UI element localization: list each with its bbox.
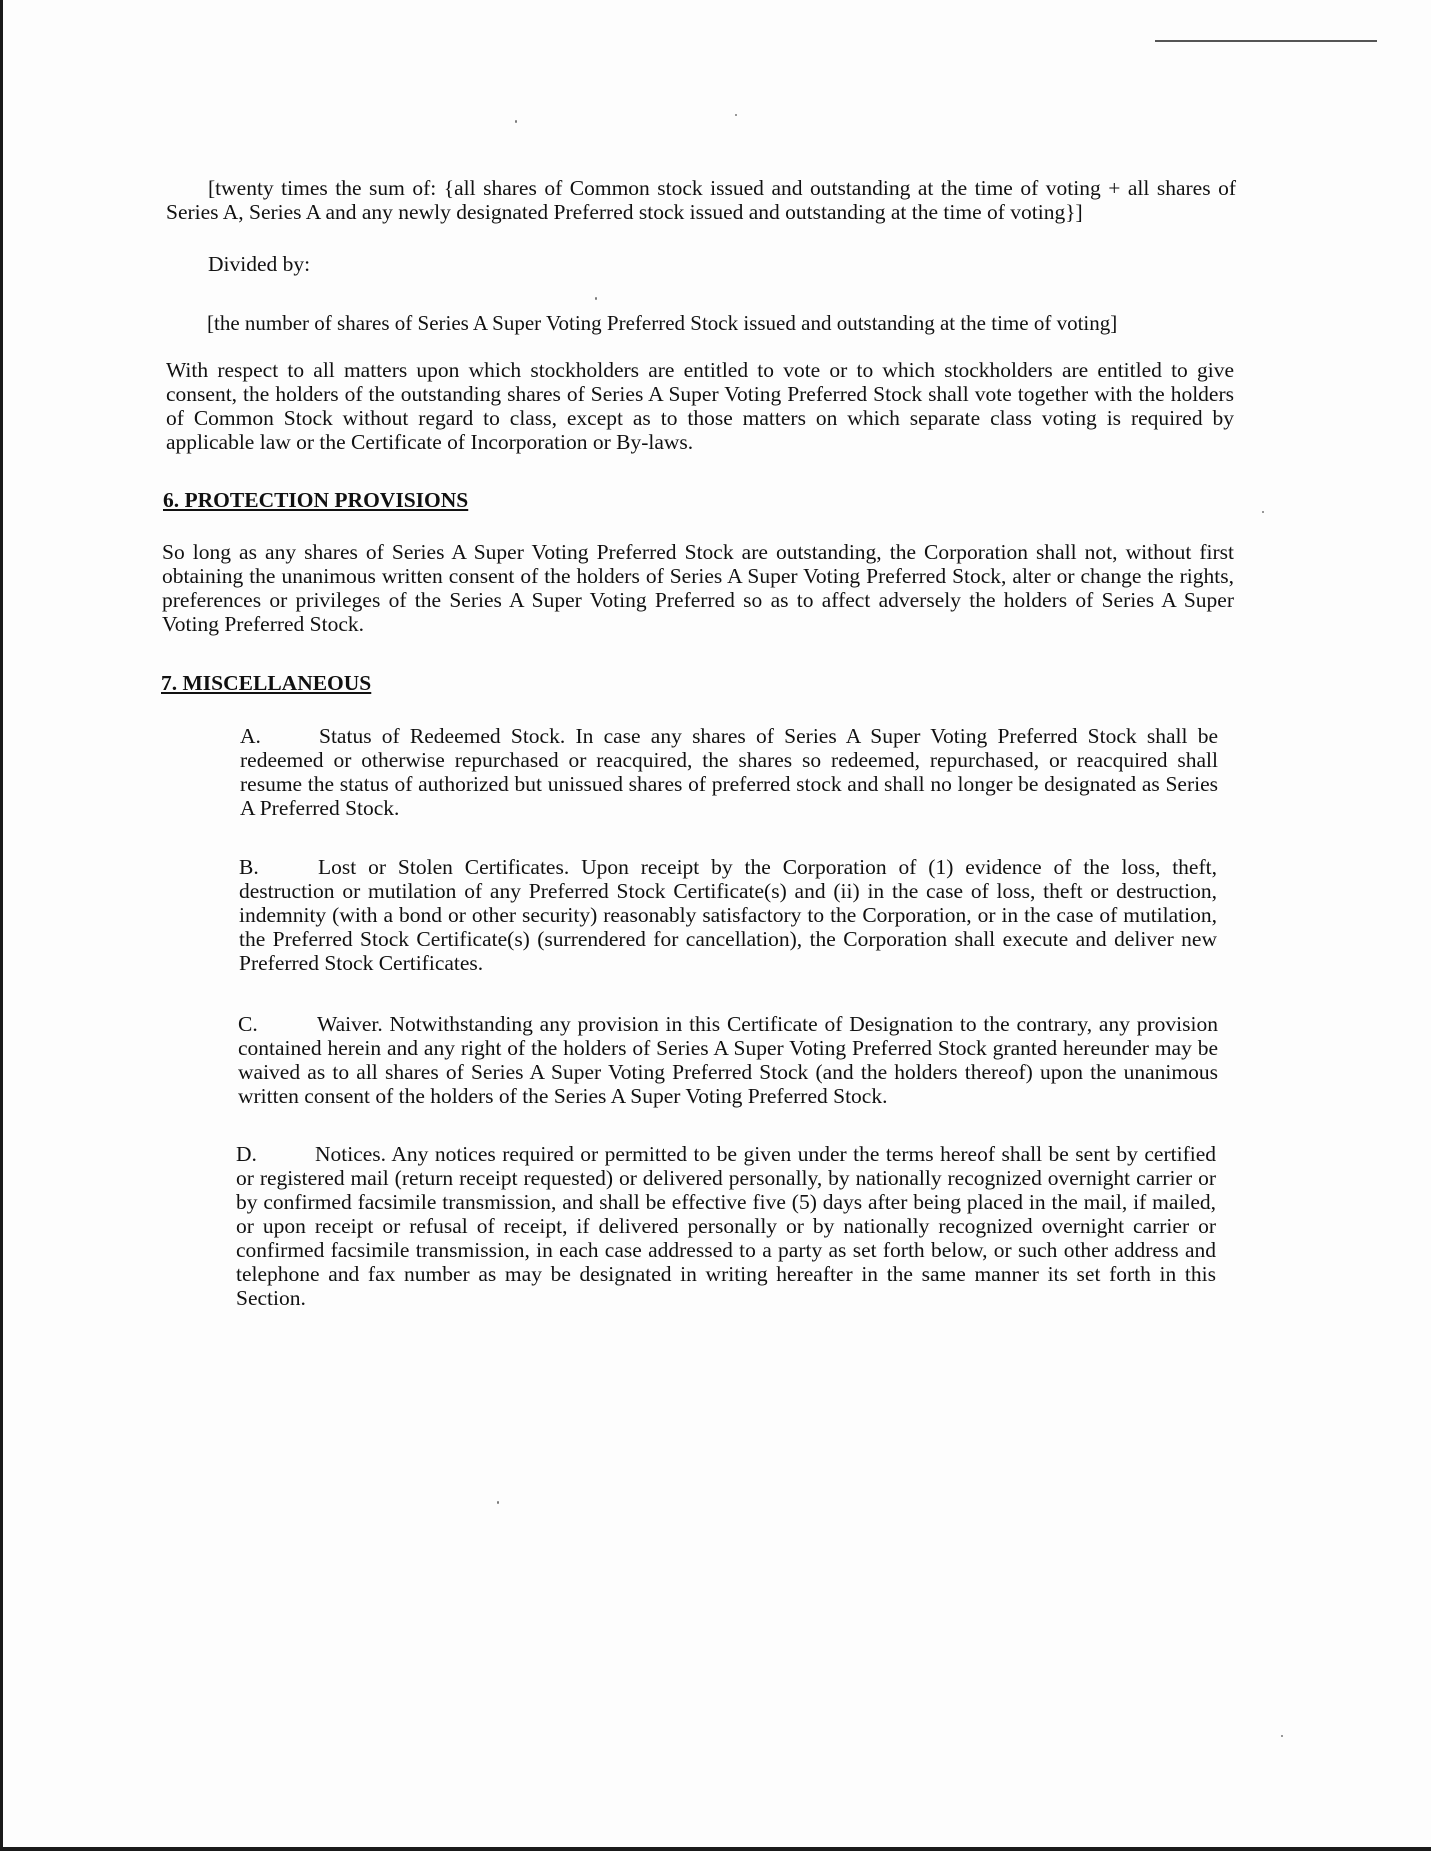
misc-item-b: [239, 855, 1217, 975]
item-text: Lost or Stolen Certificates. Upon receipt by the Corporation of (1) evidence of the loss, theft, destruction or mutilation of any Preferred Stock Certificate(s) and (ii) in the case of loss, theft or destruction, indemnity (with a bond or other security) reasonably satisfactory to the Corporation, or in the case of mutilation, the Preferred Stock Certificate(s) (surrendered for cancellation), the Corporation shall execute and deliver new Preferred Stock Certificates.: [239, 855, 1217, 975]
scan-speck: [595, 297, 597, 300]
misc-item-c: [238, 1012, 1218, 1108]
scan-speck: [1262, 511, 1264, 513]
scan-speck: [735, 114, 737, 116]
item-text: Notices. Any notices required or permitted to be given under the terms hereof shall be sent by certified or registered mail (return receipt requested) or delivered personally, by nationally recognized overnight carrier or by confirmed facsimile transmission, and shall be effective five (5) days after being placed in the mail, if mailed, or upon receipt or refusal of receipt, if delivered personally or by nationally recognized overnight carrier or confirmed facsimile transmission, in each case addressed to a party as set forth below, or such other address and telephone and fax number as may be designated in writing hereafter in the same manner its set forth in this Section.: [236, 1142, 1216, 1310]
top-right-rule: [1155, 40, 1377, 42]
section-6-heading: 6. PROTECTION PROVISIONS: [163, 488, 469, 512]
scan-speck: [497, 1501, 499, 1504]
scan-speck: [1281, 1735, 1283, 1737]
item-text: Status of Redeemed Stock. In case any shares of Series A Super Voting Preferred Stock shall be redeemed or otherwise repurchased or reacquired, the shares so redeemed, repurchased, or reacquired shall resume the status of authorized but unissued shares of preferred stock and shall no longer be designated as Series A Preferred Stock.: [240, 724, 1218, 820]
divided-by-label: Divided by:: [208, 252, 311, 276]
voting-paragraph: With respect to all matters upon which stockholders are entitled to vote or to which stockholders are entitled to give consent, the holders of the outstanding shares of Series A Super Voting Preferred Stock shall vote together with the holders of Common Stock without regard to class, except as to those matters on which separate class voting is required by applicable law or the Certificate of Incorporation or By-laws.: [166, 358, 1234, 454]
item-letter: B.: [239, 855, 259, 879]
scan-speck: [515, 120, 517, 123]
section-7-heading: 7. MISCELLANEOUS: [161, 671, 372, 695]
misc-item-a: [240, 724, 1218, 820]
item-letter: C.: [238, 1012, 258, 1036]
item-letter: D.: [236, 1142, 257, 1166]
item-text: Waiver. Notwithstanding any provision in this Certificate of Designation to the contrary, any provision contained herein and any right of the holders of Series A Super Voting Preferred Stock granted hereunder may be waived as to all shares of Series A Super Voting Preferred Stock (and the holders thereof) upon the unanimous written consent of the holders of the Series A Super Voting Preferred Stock.: [238, 1012, 1218, 1108]
voting-formula-numerator: [twenty times the sum of: {all shares of Common stock issued and outstanding at the time of voting + all shares of Series A, Series A and any newly designated Preferred stock issued and outstanding at the time of voting}]: [166, 176, 1236, 224]
scan-edge-bottom: [0, 1847, 1431, 1851]
item-letter: A.: [240, 724, 261, 748]
voting-formula-denominator: [the number of shares of Series A Super Voting Preferred Stock issued and outstanding at the time of voting]: [207, 311, 1118, 335]
scan-edge-left: [0, 0, 3, 1851]
section-6-body: So long as any shares of Series A Super Voting Preferred Stock are outstanding, the Corporation shall not, without first obtaining the unanimous written consent of the holders of Series A Super Voting Preferred Stock, alter or change the rights, preferences or privileges of the Series A Super Voting Preferred so as to affect adversely the holders of Series A Super Voting Preferred Stock.: [162, 540, 1234, 636]
misc-item-d: [236, 1142, 1216, 1310]
